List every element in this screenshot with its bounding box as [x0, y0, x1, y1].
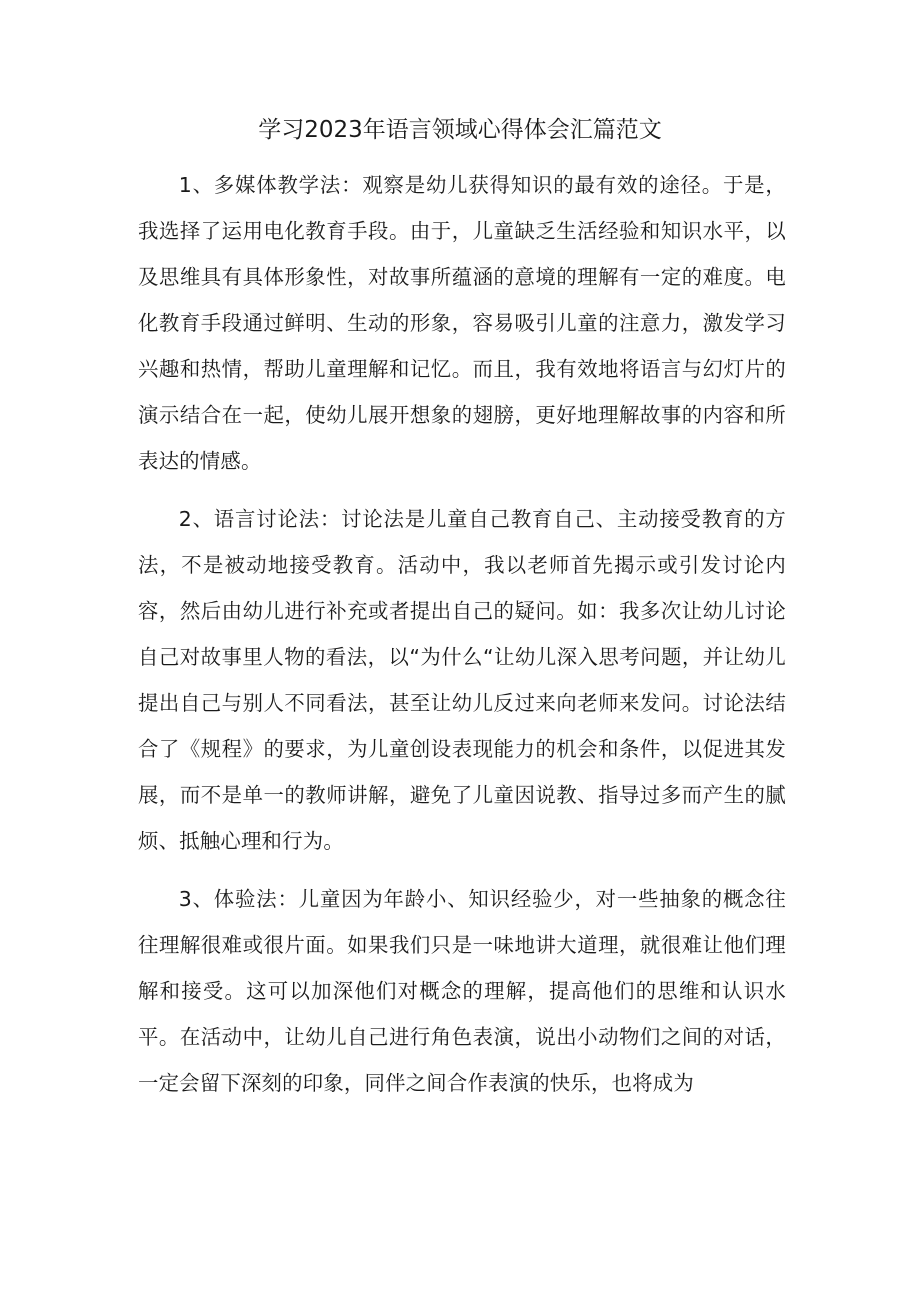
document-body: [138, 162, 786, 1106]
paragraph-discussion-method: 2、语言讨论法：讨论法是儿童自己教育自己、主动接受教育的方法，不是被动地接受教育。活动中，我以老师首先揭示或引发讨论内容，然后由幼儿进行补充或者提出自己的疑问。如：我多次让幼儿讨论自己对故事里人物的看法，以“为什么“让幼儿深入思考问题，并让幼儿提出自己与别人不同看法，甚至让幼儿反过来向老师来发问。讨论法结合了《规程》的要求，为儿童创设表现能力的机会和条件，以促进其发展，而不是单一的教师讲解，避免了儿童因说教、指导过多而产生的腻烦、抵触心理和行为。: [138, 507, 786, 853]
document-title: 学习2023年语言领域心得体会汇篇范文: [258, 117, 662, 143]
paragraph-multimedia-method: 1、多媒体教学法：观察是幼儿获得知识的最有效的途径。于是，我选择了运用电化教育手段。由于，儿童缺乏生活经验和知识水平，以及思维具有具体形象性，对故事所蕴涵的意境的理解有一定的难度。电化教育手段通过鲜明、生动的形象，容易吸引儿童的注意力，激发学习兴趣和热情，帮助儿童理解和记忆。而且，我有效地将语言与幻灯片的演示结合在一起，使幼儿展开想象的翅膀，更好地理解故事的内容和所表达的情感。: [138, 173, 786, 473]
paragraph-experience-method: 3、体验法：儿童因为年龄小、知识经验少，对一些抽象的概念往往理解很难或很片面。如果我们只是一味地讲大道理，就很难让他们理解和接受。这可以加深他们对概念的理解，提高他们的思维和认识水平。在活动中，让幼儿自己进行角色表演，说出小动物们之间的对话，一定会留下深刻的印象，同伴之间合作表演的快乐，也将成为: [138, 887, 786, 1095]
